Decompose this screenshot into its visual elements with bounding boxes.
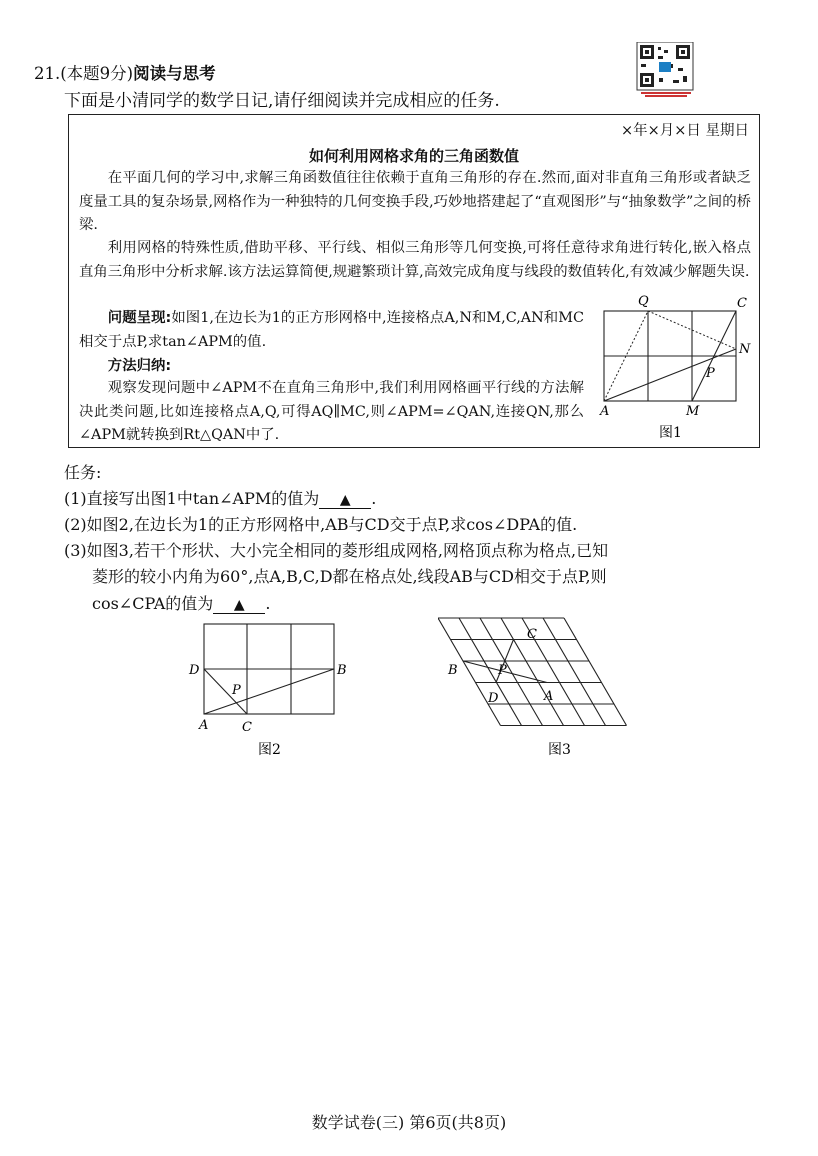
blank-mark: ▲ bbox=[233, 597, 245, 613]
fig1-label-p: P bbox=[706, 366, 715, 381]
diary-title: 如何利用网格求角的三角函数值 bbox=[308, 147, 519, 165]
fig2-line-ab bbox=[204, 669, 334, 714]
question-intro: 下面是小清同学的数学日记,请仔细阅读并完成相应的任务. bbox=[64, 91, 500, 111]
fig1-caption: 图1 bbox=[659, 425, 682, 441]
fig3-label-a: A bbox=[544, 689, 554, 704]
diary-paragraph-2: 利用网格的特殊性质,借助平移、平行线、相似三角形等几何变换,可将任意待求角进行转化,嵌入格点直角三角形中分析求解.该方法运算简便,规避繁琐计算,高效完成角度与线段的数值转化,有效减少解题失误. bbox=[79, 240, 751, 280]
task-1-text: (1)直接写出图1中tan∠APM的值为 bbox=[64, 489, 320, 508]
page-footer: 数学试卷(三) 第6页(共8页) bbox=[311, 1113, 507, 1132]
tasks-header: 任务: bbox=[64, 463, 102, 482]
fig1-grid bbox=[604, 311, 736, 401]
task-1 bbox=[64, 486, 376, 509]
fig1-label-a: A bbox=[600, 404, 610, 419]
fig2-grid bbox=[204, 624, 334, 714]
fig2-label-b: B bbox=[337, 663, 347, 678]
fig2-label-a: A bbox=[199, 718, 209, 733]
problem-label: 问题呈现: bbox=[107, 310, 172, 326]
question-meta: (本题9分) bbox=[60, 64, 134, 83]
method-label-line bbox=[79, 355, 584, 379]
method-text: 观察发现问题中∠APM不在直角三角形中,我们利用网格画平行线的方法解决此类问题,比如连接格点A,Q,可得AQ∥MC,则∠APM=∠QAN,连接QN,那么∠APM就转换到Rt△QAN中了. bbox=[79, 380, 584, 443]
fig1-label-n: N bbox=[739, 342, 751, 357]
figure-2 bbox=[184, 614, 354, 764]
qr-code-icon bbox=[633, 42, 699, 98]
fig1-line-an bbox=[604, 349, 736, 401]
diary-paragraph-1: 在平面几何的学习中,求解三角函数值往往依赖于直角三角形的存在.然而,面对非直角三角形或者缺乏度量工具的复杂场景,网格作为一种独特的几何变换手段,巧妙地搭建起了“直观图形”与“抽象数学”之间的桥梁. bbox=[79, 170, 751, 233]
task-1-period: . bbox=[371, 489, 377, 508]
question-number: 21. bbox=[34, 64, 61, 83]
fig3-label-b: B bbox=[448, 663, 458, 678]
task-3-answer-blank[interactable] bbox=[213, 597, 265, 614]
question-header bbox=[34, 60, 216, 84]
task-2: (2)如图2,在边长为1的正方形网格中,AB与CD交于点P,求cos∠DPA的值. bbox=[64, 515, 578, 534]
task-3-text: cos∠CPA的值为 bbox=[92, 594, 214, 613]
question-title: 阅读与思考 bbox=[133, 64, 216, 83]
fig2-label-p: P bbox=[232, 683, 241, 698]
task-3-line-3 bbox=[92, 591, 270, 614]
fig3-label-c: C bbox=[527, 627, 537, 642]
fig3-label-d: D bbox=[488, 691, 499, 706]
task-3-period: . bbox=[265, 594, 271, 613]
fig2-label-d: D bbox=[189, 663, 200, 678]
fig3-caption: 图3 bbox=[548, 742, 571, 758]
fig1-label-q: Q bbox=[638, 294, 649, 309]
blank-mark: ▲ bbox=[339, 492, 351, 508]
task-3-line-1: (3)如图3,若干个形状、大小完全相同的菱形组成网格,网格顶点称为格点,已知 bbox=[64, 541, 609, 560]
fig3-label-p: P bbox=[498, 663, 507, 678]
task-3-line-2: 菱形的较小内角为60°,点A,B,C,D都在格点处,线段AB与CD相交于点P,则 bbox=[92, 567, 607, 586]
figure-1 bbox=[593, 291, 757, 447]
fig2-label-c: C bbox=[242, 720, 252, 735]
method-label: 方法归纳: bbox=[107, 358, 172, 374]
fig1-label-c: C bbox=[737, 296, 747, 311]
task-1-answer-blank[interactable] bbox=[319, 492, 371, 509]
fig2-caption: 图2 bbox=[258, 742, 281, 758]
figure-3 bbox=[438, 612, 643, 764]
diary-date: ×年×月×日 星期日 bbox=[620, 123, 749, 139]
problem-statement bbox=[79, 307, 584, 354]
diary-box bbox=[68, 114, 760, 448]
fig1-label-m: M bbox=[686, 404, 700, 419]
problem-text: 如图1,在边长为1的正方形网格中,连接格点A,N和M,C,AN和MC相交于点P,求tan∠APM的值. bbox=[79, 310, 584, 350]
